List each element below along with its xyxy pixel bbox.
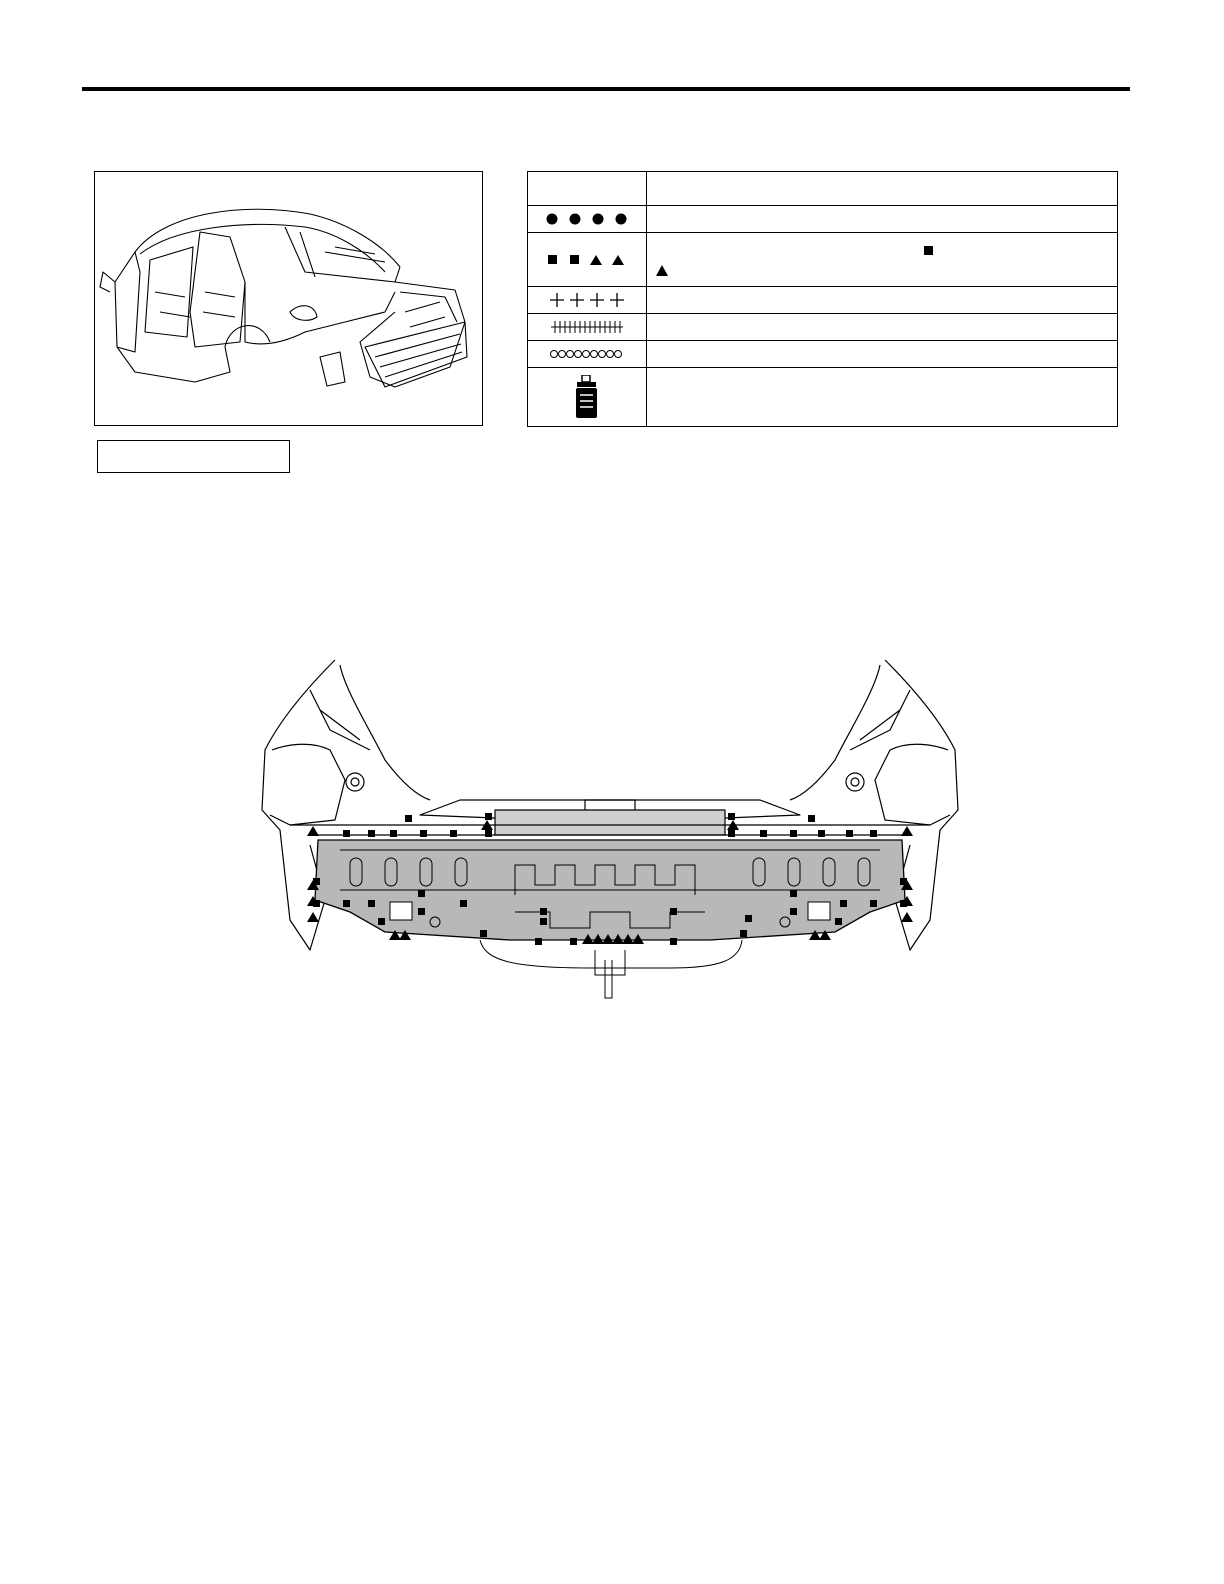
legend-desc-sealer xyxy=(647,368,1118,427)
legend-desc-plug-weld xyxy=(647,287,1118,314)
legend-header-description xyxy=(647,172,1118,206)
legend-desc-spot-weld xyxy=(647,206,1118,233)
plus-marks-icon xyxy=(528,287,647,314)
triangle-marker-icon xyxy=(656,265,668,276)
legend-desc-arc-weld xyxy=(647,314,1118,341)
weld-symbol-legend xyxy=(527,171,1118,427)
legend-row-plug-weld xyxy=(528,287,1118,314)
sealer-can-icon xyxy=(528,368,647,427)
car-body-shell-icon xyxy=(95,172,482,425)
rear-end-panel-icon xyxy=(250,650,970,1010)
legend-row-brazing xyxy=(528,341,1118,368)
body-overview-illustration xyxy=(94,171,483,426)
hatched-line-icon xyxy=(528,314,647,341)
legend-header-symbol xyxy=(528,172,647,206)
legend-desc-spot-weld-special xyxy=(647,233,1118,287)
square-marker-icon xyxy=(924,246,934,256)
header-rule xyxy=(82,87,1130,91)
legend-desc-brazing xyxy=(647,341,1118,368)
legend-row-arc-weld xyxy=(528,314,1118,341)
legend-row-spot-weld xyxy=(528,206,1118,233)
rear-panel-weld-diagram xyxy=(250,650,970,1010)
chain-circles-icon xyxy=(528,341,647,368)
filled-circles-icon xyxy=(528,206,647,233)
legend-header-row xyxy=(528,172,1118,206)
square-triangle-icon xyxy=(528,233,647,287)
legend-row-spot-weld-special xyxy=(528,233,1118,287)
figure-caption xyxy=(97,440,290,473)
legend-row-sealer xyxy=(528,368,1118,427)
